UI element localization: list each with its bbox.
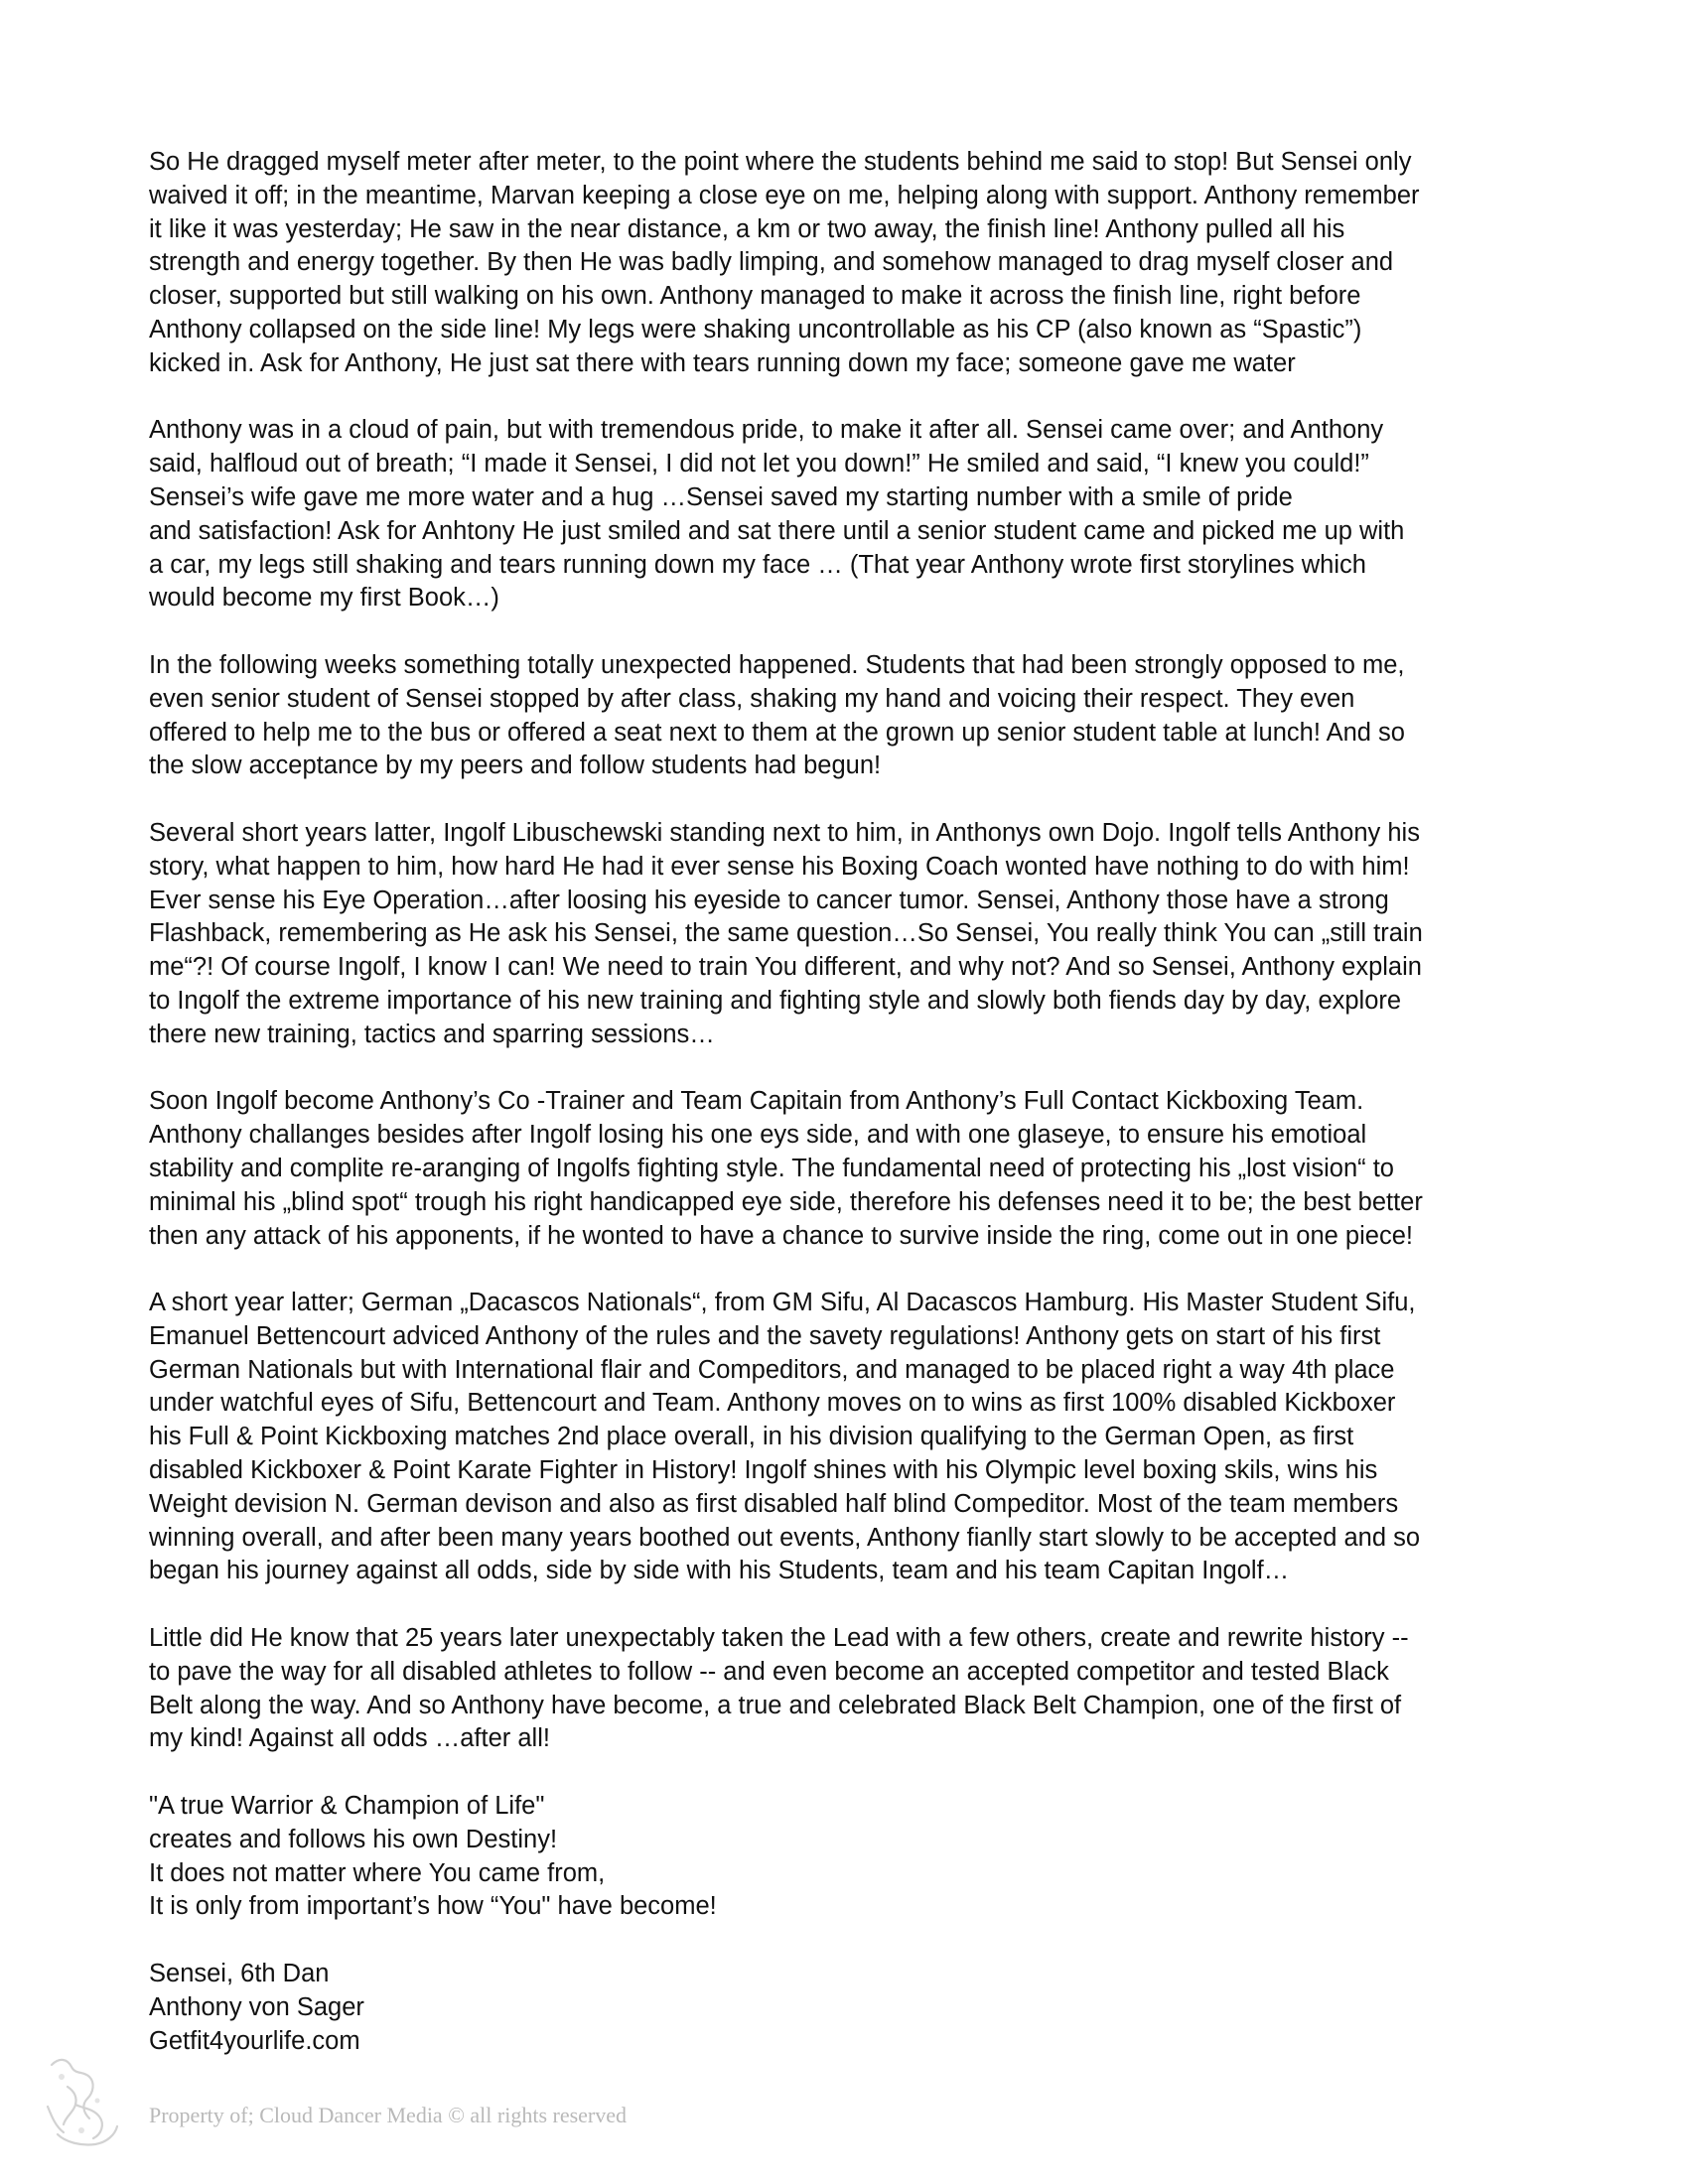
- text-line: it like it was yesterday; He saw in the near distance, a km or two away, the finish line! Anthony pulled all his: [149, 214, 1345, 243]
- quote-block: [149, 1790, 1551, 1924]
- text-line: Soon Ingolf become Anthony’s Co -Trainer and Team Capitain from Anthony’s Full Contact Kickboxing Team.: [149, 1087, 1364, 1116]
- text-line: German Nationals but with International flair and Compeditors, and managed to be placed right a way 4th place: [149, 1355, 1395, 1384]
- signature-block: [149, 1958, 1551, 2058]
- text-line: strength and energy together. By then He was badly limping, and somehow managed to drag myself closer and: [149, 248, 1394, 277]
- text-line: waived it off; in the meantime, Marvan keeping a close eye on me, helping along with support. Anthony remember: [149, 181, 1420, 209]
- paragraph: [149, 1085, 1551, 1253]
- text-line: me“?! Of course Ingolf, I know I can! We need to train You different, and why not? And so Sensei, Anthony explain: [149, 953, 1422, 982]
- text-line: Belt along the way. And so Anthony have become, a true and celebrated Black Belt Champion, one of the first of: [149, 1691, 1402, 1719]
- text-line: and satisfaction! Ask for Anhtony He just smiled and sat there until a senior student came and picked me up with: [149, 516, 1405, 545]
- text-line: winning overall, and after been many years boothed out events, Anthony fianlly start slowly to be accepted and so: [149, 1523, 1421, 1552]
- quote-line: It is only from important’s how “You" have become!: [149, 1892, 717, 1921]
- paragraph: [149, 649, 1551, 783]
- signature-title: Sensei, 6th Dan: [149, 1960, 330, 1988]
- document-body: [149, 146, 1551, 2092]
- text-line: there new training, tactics and sparring sessions…: [149, 1020, 715, 1048]
- text-line: disabled Kickboxer & Point Karate Fighter in History! Ingolf shines with his Olympic level boxing skils, wins his: [149, 1456, 1378, 1485]
- text-line: his Full & Point Kickboxing matches 2nd place overall, in his division qualifying to the German Open, as first: [149, 1423, 1354, 1451]
- text-line: my kind! Against all odds …after all!: [149, 1724, 550, 1753]
- text-line: A short year latter; German „Dacascos Nationals“, from GM Sifu, Al Dacascos Hamburg. His Master Student Sifu,: [149, 1289, 1416, 1317]
- text-line: would become my first Book…): [149, 584, 499, 613]
- text-line: closer, supported but still walking on his own. Anthony managed to make it across the finish line, right before: [149, 282, 1361, 311]
- text-line: Several short years latter, Ingolf Libuschewski standing next to him, in Anthonys own Dojo. Ingolf tells Anthony his: [149, 818, 1420, 847]
- text-line: to Ingolf the extreme importance of his new training and fighting style and slowly both fiends day by day, explore: [149, 986, 1402, 1015]
- text-line: So He dragged myself meter after meter, to the point where the students behind me said to stop! But Sensei only: [149, 148, 1412, 176]
- cloud-dancer-logo-icon: [38, 2047, 129, 2156]
- text-line: even senior student of Sensei stopped by after class, shaking my hand and voicing their respect. They even: [149, 684, 1355, 713]
- text-line: Emanuel Bettencourt adviced Anthony of the rules and the savety regulations! Anthony gets on start of his first: [149, 1321, 1381, 1350]
- signature-website: Getfit4yourlife.com: [149, 2026, 360, 2055]
- text-line: said, halfloud out of breath; “I made it Sensei, I did not let you down!” He smiled and said, “I knew you could!”: [149, 450, 1369, 478]
- text-line: offered to help me to the bus or offered a seat next to them at the grown up senior student table at lunch! And so: [149, 718, 1405, 747]
- text-line: began his journey against all odds, side by side with his Students, team and his team Capitan Ingolf…: [149, 1557, 1290, 1585]
- copyright-footer: Property of; Cloud Dancer Media © all rights reserved: [149, 2103, 628, 2127]
- text-line: Anthony challanges besides after Ingolf losing his one eys side, and with one glaseye, to ensure his emotioal: [149, 1121, 1367, 1150]
- paragraph: [149, 1622, 1551, 1756]
- paragraph: [149, 414, 1551, 615]
- text-line: stability and complite re-aranging of Ingolfs fighting style. The fundamental need of protecting his „lost vision“ to: [149, 1154, 1394, 1182]
- quote-line: creates and follows his own Destiny!: [149, 1825, 558, 1853]
- paragraph: [149, 817, 1551, 1052]
- text-line: Anthony was in a cloud of pain, but with tremendous pride, to make it after all. Sensei came over; and Anthony: [149, 416, 1384, 445]
- text-line: story, what happen to him, how hard He had it ever sense his Boxing Coach wonted have nothing to do with him!: [149, 852, 1410, 881]
- text-line: minimal his „blind spot“ trough his right handicapped eye side, therefore his defenses need it to be; the best better: [149, 1187, 1423, 1216]
- text-line: In the following weeks something totally unexpected happened. Students that had been strongly opposed to me,: [149, 650, 1405, 679]
- text-line: Sensei’s wife gave me more water and a hug …Sensei saved my starting number with a smile of pride: [149, 482, 1293, 511]
- text-line: then any attack of his apponents, if he wonted to have a chance to survive inside the ring, come out in one piece!: [149, 1221, 1413, 1250]
- text-line: Flashback, remembering as He ask his Sensei, the same question…So Sensei, You really think You can „still train: [149, 919, 1423, 948]
- text-line: Ever sense his Eye Operation…after loosing his eyeside to cancer tumor. Sensei, Anthony those have a strong: [149, 886, 1389, 914]
- signature-name: Anthony von Sager: [149, 1992, 364, 2021]
- text-line: under watchful eyes of Sifu, Bettencourt and Team. Anthony moves on to wins as first 100% disabled Kickboxer: [149, 1389, 1396, 1418]
- text-line: to pave the way for all disabled athletes to follow -- and even become an accepted competitor and tested Black: [149, 1657, 1389, 1686]
- text-line: Weight devision N. German devison and also as first disabled half blind Compeditor. Most of the team members: [149, 1489, 1399, 1518]
- text-line: Little did He know that 25 years later unexpectably taken the Lead with a few others, create and rewrite history --: [149, 1624, 1409, 1653]
- text-line: Anthony collapsed on the side line! My legs were shaking uncontrollable as his CP (also known as “Spastic”): [149, 315, 1362, 343]
- quote-line: It does not matter where You came from,: [149, 1858, 606, 1887]
- text-line: a car, my legs still shaking and tears running down my face … (That year Anthony wrote first storylines which: [149, 550, 1366, 579]
- text-line: the slow acceptance by my peers and follow students had begun!: [149, 751, 882, 780]
- quote-line: "A true Warrior & Champion of Life": [149, 1792, 545, 1821]
- paragraph: [149, 1287, 1551, 1588]
- paragraph: [149, 146, 1551, 381]
- text-line: kicked in. Ask for Anthony, He just sat there with tears running down my face; someone gave me water: [149, 348, 1296, 377]
